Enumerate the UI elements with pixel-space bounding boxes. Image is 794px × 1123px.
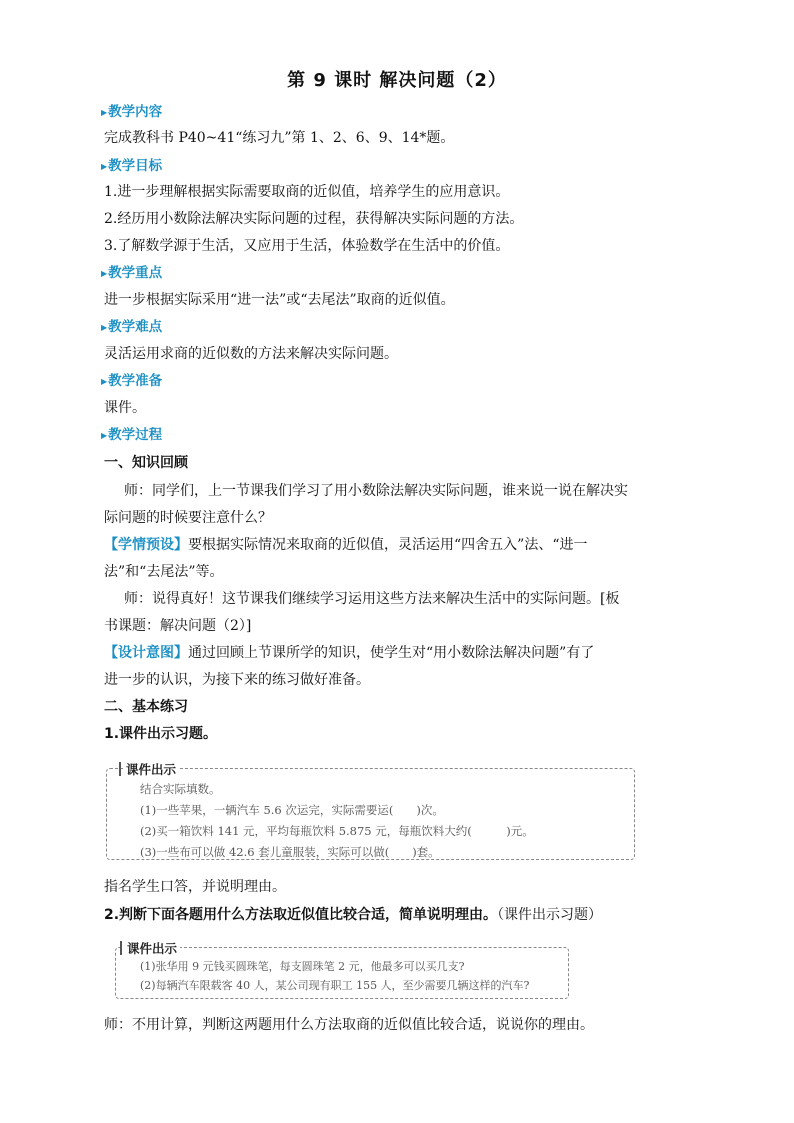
goal-item-2: 2.经历用小数除法解决实际问题的过程，获得解决实际问题的方法。 (104, 211, 524, 227)
content-text: 完成教科书 P40~41“练习九”第 1、2、6、9、14*题。 (104, 130, 455, 146)
courseware-label-2: 课件出示 (124, 939, 180, 957)
paragraph-teacher-2-line-1: 师：说得真好！这节课我们继续学习运用这些方法来解决生活中的实际问题。[板 (124, 591, 620, 607)
section-heading-difficulties: ▶教学难点 (101, 317, 162, 338)
difficulties-text: 灵活运用求商的近似数的方法来解决实际问题。 (104, 346, 398, 362)
paragraph-preset-line-1: 【学情预设】要根据实际情况来取商的近似值，灵活运用“四舍五入”法、“进一 (104, 537, 588, 553)
section-heading-content: ▶教学内容 (101, 102, 162, 123)
review-title: 一、知识回顾 (104, 455, 188, 471)
box-2-question-1: (1)张华用 9 元钱买圆珠笔，每支圆珠笔 2 元，他最多可以买几支? (140, 960, 465, 973)
box-1-question-1: (1)一些苹果，一辆汽车 5.6 次运完，实际需要运( )次。 (140, 803, 444, 817)
triangle-marker-icon: ▶ (101, 162, 108, 171)
goal-item-1: 1.进一步理解根据实际需要取商的近似值，培养学生的应用意识。 (104, 184, 510, 200)
key-points-text: 进一步根据实际采用“进一法”或“去尾法”取商的近似值。 (104, 292, 455, 308)
triangle-marker-icon: ▶ (101, 108, 108, 117)
section-heading-process: ▶教学过程 (101, 425, 162, 446)
after-box-1-text: 指名学生口答，并说明理由。 (104, 879, 286, 895)
box-1-question-2: (2)买一箱饮料 141 元，平均每瓶饮料 5.875 元，每瓶饮料大约( )元。 (140, 824, 534, 838)
box-2-question-2: (2)每辆汽车限载客 40 人，某公司现有职工 155 人，至少需要几辆这样的汽车? (140, 979, 530, 992)
preparation-text: 课件。 (104, 400, 146, 416)
triangle-marker-icon: ▶ (101, 377, 108, 386)
paragraph-teacher-2-line-2: 书课题：解决问题（2）] (104, 618, 252, 634)
section-heading-preparation: ▶教学准备 (101, 371, 162, 392)
page-title: 第 9 课时 解决问题（2） (287, 70, 507, 91)
exercise-1-title: 1.课件出示习题。 (104, 726, 218, 742)
exercise-2-title: 2.判断下面各题用什么方法取近似值比较合适，简单说明理由。（课件出示习题） (104, 907, 603, 923)
preset-tag: 【学情预设】 (104, 537, 188, 553)
paragraph-intent-line-1: 【设计意图】通过回顾上节课所学的知识，使学生对“用小数除法解决问题”有了 (104, 645, 595, 661)
practice-title: 二、基本练习 (104, 699, 188, 715)
section-heading-key-points: ▶教学重点 (101, 263, 162, 284)
intent-tag: 【设计意图】 (104, 645, 188, 661)
paragraph-teacher-1-line-1: 师：同学们，上一节课我们学习了用小数除法解决实际问题，谁来说一说在解决实 (124, 483, 628, 499)
paragraph-preset-line-2: 法”和“去尾法”等。 (104, 564, 224, 580)
goal-item-3: 3.了解数学源于生活，又应用于生活，体验数学在生活中的价值。 (104, 238, 510, 254)
section-heading-goals: ▶教学目标 (101, 156, 162, 177)
last-paragraph: 师：不用计算，判断这两题用什么方法取商的近似值比较合适，说说你的理由。 (104, 1017, 594, 1033)
paragraph-teacher-1-line-2: 际问题的时候要注意什么？ (104, 510, 272, 526)
courseware-label-1: 课件出示 (123, 760, 179, 778)
triangle-marker-icon: ▶ (101, 431, 108, 440)
paragraph-intent-line-2: 进一步的认识，为接下来的练习做好准备。 (104, 672, 370, 688)
box-1-question-3: (3)一些布可以做 42.6 套儿童服装，实际可以做( )套。 (140, 845, 440, 859)
triangle-marker-icon: ▶ (101, 323, 108, 332)
box-1-instruction: 结合实际填数。 (140, 782, 221, 796)
triangle-marker-icon: ▶ (101, 269, 108, 278)
